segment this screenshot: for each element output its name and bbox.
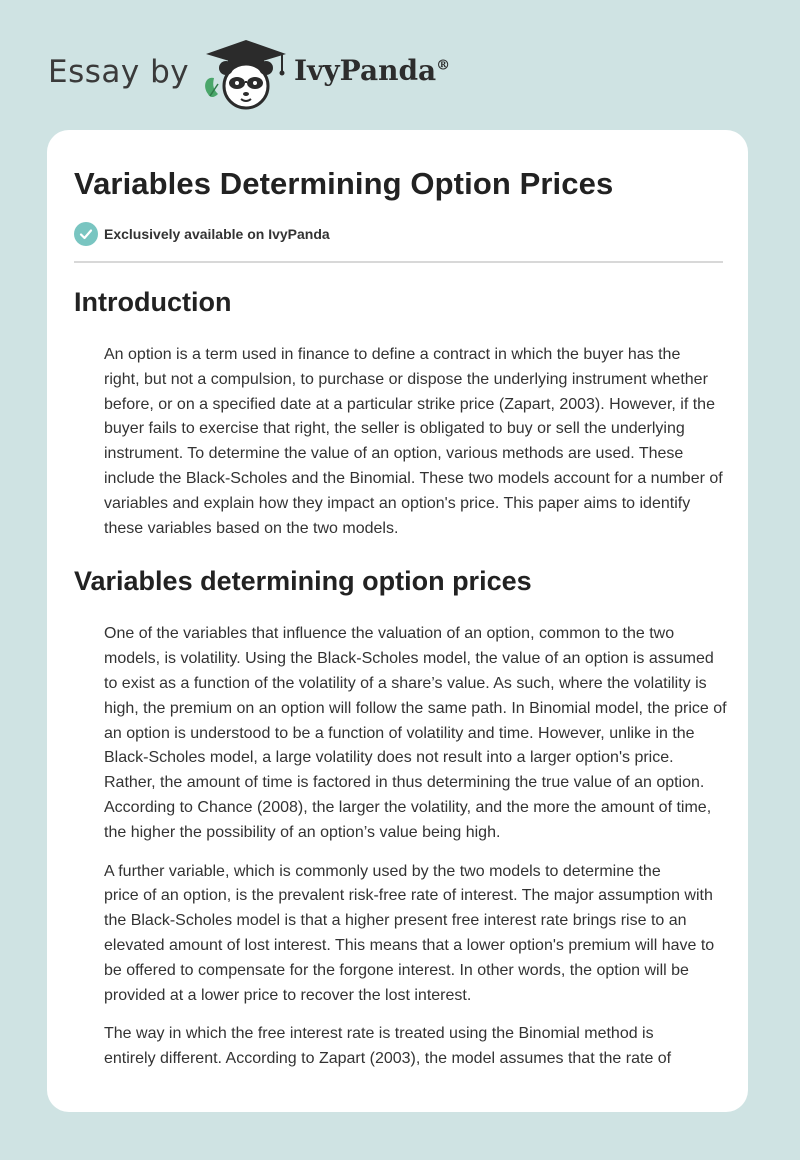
paragraph-line: provided at a lower price to recover the lost interest. <box>104 986 472 1004</box>
paragraph-line: The way in which the free interest rate is treated using the Binomial method is <box>104 1025 654 1043</box>
essay-card <box>47 130 748 1112</box>
paragraph-line: price of an option, is the prevalent risk-free rate of interest. The major assumption with <box>104 887 713 905</box>
paragraph-line: buyer fails to exercise that right, the seller is obligated to buy or sell the underlying <box>104 420 685 438</box>
paragraph-line: before, or on a specified date at a particular strike price (Zapart, 2003). However, if the <box>104 395 715 413</box>
essay-content <box>74 280 727 1072</box>
paragraph-line: An option is a term used in finance to define a contract in which the buyer has the <box>104 346 681 363</box>
paragraph-line: to exist as a function of the volatility of a share’s value. As such, where the volatility is <box>104 674 707 692</box>
paragraph-line: these variables based on the two models. <box>104 519 399 537</box>
paragraph-line: Rather, the amount of time is factored in thus determining the true value of an option. <box>104 774 705 792</box>
paragraph <box>74 860 723 1009</box>
paragraph-line: elevated amount of lost interest. This means that a lower option's premium will have to <box>104 936 715 954</box>
paragraph-line: right, but not a compulsion, to purchase or dispose the underlying instrument whether <box>104 370 708 388</box>
paragraph <box>74 1022 723 1072</box>
paragraph-line: include the Black-Scholes and the Binomial. These two models account for a number of <box>104 469 723 487</box>
badge-label: Exclusively available on IvyPanda <box>104 226 330 242</box>
paragraph-line: One of the variables that influence the valuation of an option, common to the two <box>104 625 675 643</box>
paragraph-line: instrument. To determine the value of an option, various methods are used. These <box>104 445 684 463</box>
brand-name[interactable]: IvyPanda® <box>294 54 451 87</box>
paragraph-line: A further variable, which is commonly used by the two models to determine the <box>104 862 661 880</box>
paragraph-line: variables and explain how they impact an option's price. This paper aims to identify <box>104 494 691 512</box>
paragraph-line: models, is volatility. Using the Black-Scholes model, the value of an option is assumed <box>104 650 714 668</box>
section-heading: Variables determining option prices <box>74 566 532 597</box>
panda-logo-icon <box>200 36 292 117</box>
section-heading: Introduction <box>74 287 232 317</box>
paragraph <box>74 622 727 845</box>
exclusive-badge <box>74 222 330 246</box>
divider <box>74 261 723 263</box>
paragraph-line: entirely different. According to Zapart (2003), the model assumes that the rate of <box>104 1050 672 1068</box>
paragraph-line: According to Chance (2008), the larger the volatility, and the more the amount of time, <box>104 798 712 816</box>
paragraph-line: high, the premium on an option will follow the same path. In Binomial model, the price of <box>104 699 727 717</box>
paragraph-line: the Black-Scholes model is that a higher present free interest rate brings rise to an <box>104 912 687 930</box>
page-title: Variables Determining Option Prices <box>74 166 614 201</box>
paragraph-line: be offered to compensate for the forgone interest. In other words, the option will be <box>104 961 689 979</box>
paragraph-line: an option is understood to be a function of volatility and time. However, unlike in the <box>104 724 695 742</box>
paragraph <box>74 343 723 541</box>
paragraph-line: the higher the possibility of an option’s value being high. <box>104 823 501 841</box>
registered-mark: ® <box>436 57 451 74</box>
brand-prefix: Essay by <box>48 54 190 90</box>
brand-header <box>48 36 488 112</box>
paragraph-line: Black-Scholes model, a large volatility does not result into a larger option's price. <box>104 749 674 767</box>
check-icon <box>74 222 98 246</box>
